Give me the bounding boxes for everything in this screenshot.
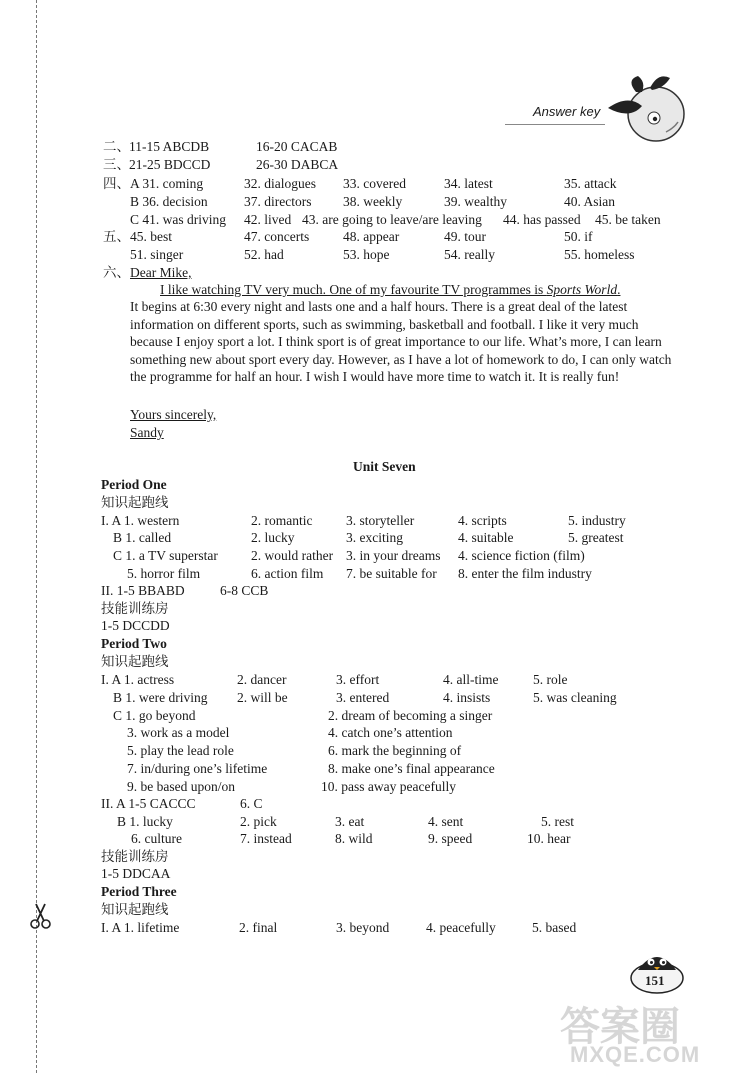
answer-item: 6-8 CCB: [220, 583, 269, 598]
answer-item: 53. hope: [343, 247, 390, 262]
answer-item: 33. covered: [343, 176, 406, 191]
answer-item: 4. insists: [443, 690, 491, 705]
answer-item: 6. C: [240, 796, 263, 811]
answer-item: B 1. called: [113, 530, 172, 545]
answer-item: 7. be suitable for: [346, 566, 437, 581]
programme-name: Sports World: [546, 282, 618, 297]
answer-item: 1-5 DCCDD: [101, 618, 170, 633]
letter-greeting: Dear Mike,: [130, 265, 192, 280]
answer-item: 4. peacefully: [426, 920, 496, 935]
answer-item: 5. play the lead role: [127, 743, 234, 758]
answer-item: 3. exciting: [346, 530, 403, 545]
subsection-heading: 知识起跑线: [101, 902, 169, 917]
answer-item: 3. entered: [336, 690, 390, 705]
answer-item: 54. really: [444, 247, 495, 262]
letter-closing: Yours sincerely,: [130, 407, 217, 422]
subsection-heading: 技能训练房: [101, 601, 169, 616]
answer-item: 2. pick: [240, 814, 277, 829]
answer-item: 35. attack: [564, 176, 617, 191]
answer-item: II. A 1-5 CACCC: [101, 796, 196, 811]
answer-item: A 31. coming: [130, 176, 204, 191]
answer-item: 51. singer: [130, 247, 184, 262]
answer-item: B 1. lucky: [117, 814, 173, 829]
answer-item: 44. has passed: [503, 212, 581, 227]
answer-item: 3. effort: [336, 672, 380, 687]
answer-item: 43. are going to leave/are leaving: [302, 212, 482, 227]
answer-item: 49. tour: [444, 229, 486, 244]
section-2-answers-b: 16-20 CACAB: [256, 139, 338, 154]
unit-title: Unit Seven: [353, 459, 416, 474]
answer-item: 5. was cleaning: [533, 690, 617, 705]
answer-item: 8. wild: [335, 831, 373, 846]
period-one-title: Period One: [101, 477, 167, 492]
answer-item: 8. enter the film industry: [458, 566, 592, 581]
answer-item: 6. mark the beginning of: [328, 743, 462, 758]
section-2-number: 二、: [103, 139, 130, 154]
subsection-heading: 知识起跑线: [101, 495, 169, 510]
answer-item: 37. directors: [244, 194, 312, 209]
answer-item: II. 1-5 BBABD: [101, 583, 185, 598]
period-two-title: Period Two: [101, 636, 167, 651]
section-2-answers-a: 11-15 ABCDB: [129, 139, 210, 154]
answer-item: 38. weekly: [343, 194, 403, 209]
answer-item: 2. romantic: [251, 513, 313, 528]
answer-item: 5. role: [533, 672, 568, 687]
answer-item: 52. had: [244, 247, 284, 262]
answer-item: 2. will be: [237, 690, 288, 705]
answer-item: 1-5 DDCAA: [101, 866, 171, 881]
section-4-number: 四、: [103, 176, 130, 191]
answer-item: 5. greatest: [568, 530, 624, 545]
page-number: 151: [645, 973, 665, 988]
answer-item: 4. science fiction (film): [458, 548, 585, 563]
answer-item: 5. based: [532, 920, 577, 935]
letter-signature: Sandy: [130, 425, 164, 440]
answer-item: 2. dream of becoming a singer: [328, 708, 493, 723]
answer-item: 10. pass away peacefully: [321, 779, 456, 794]
answer-item: 4. all-time: [443, 672, 499, 687]
answer-item: 55. homeless: [564, 247, 635, 262]
answer-item: 5. rest: [541, 814, 574, 829]
answer-item: 32. dialogues: [244, 176, 316, 191]
section-3-answers-a: 21-25 BDCCD: [129, 157, 211, 172]
watermark-logo: 答案圈: [560, 1005, 680, 1049]
answer-item: 7. instead: [240, 831, 292, 846]
answer-item: 2. final: [239, 920, 278, 935]
section-6-number: 六、: [103, 265, 130, 280]
answer-item: C 41. was driving: [130, 212, 226, 227]
answer-item: I. A 1. western: [101, 513, 180, 528]
header-title: Answer key: [533, 104, 601, 119]
section-5-number: 五、: [103, 229, 130, 244]
answer-item: 45. best: [130, 229, 172, 244]
section-3-number: 三、: [103, 157, 130, 172]
header-rule: [505, 124, 605, 125]
answer-item: 4. sent: [428, 814, 464, 829]
answer-item: B 1. were driving: [113, 690, 208, 705]
answer-item: 4. suitable: [458, 530, 514, 545]
answer-item: 4. catch one’s attention: [328, 725, 453, 740]
answer-item: 8. make one’s final appearance: [328, 761, 495, 776]
answer-item: 47. concerts: [244, 229, 310, 244]
answer-item: 2. lucky: [251, 530, 295, 545]
answer-item: 5. horror film: [127, 566, 201, 581]
answer-item: 3. work as a model: [127, 725, 230, 740]
answer-item: 6. action film: [251, 566, 324, 581]
answer-item: 4. scripts: [458, 513, 507, 528]
answer-item: 50. if: [564, 229, 593, 244]
answer-item: I. A 1. lifetime: [101, 920, 180, 935]
letter-body: It begins at 6:30 every night and lasts one and a half hours. There is a great deal of the latest information on different sports, such as swimming, basketball and football. I like it very much because I enjoy sport a lot. I think sport is of great importance to our life. What’s more, I can learn something new about sport every day. However, as I have a lot of homework to do, I can only watch the programme for half an hour. I wish I would have more time to watch it. It is really fun!: [130, 299, 672, 385]
subsection-heading: 知识起跑线: [101, 654, 169, 669]
scissors-icon: [29, 902, 53, 930]
period-three-title: Period Three: [101, 884, 177, 899]
answer-item: 39. wealthy: [444, 194, 507, 209]
answer-item: B 36. decision: [130, 194, 208, 209]
fruit-mascot-icon: [606, 70, 686, 145]
answer-item: 3. in your dreams: [346, 548, 441, 563]
answer-item: 7. in/during one’s lifetime: [127, 761, 268, 776]
answer-item: C 1. a TV superstar: [113, 548, 218, 563]
answer-item: 9. speed: [428, 831, 473, 846]
answer-item: 40. Asian: [564, 194, 616, 209]
answer-item: 6. culture: [131, 831, 182, 846]
subsection-heading: 技能训练房: [101, 849, 169, 864]
answer-item: I. A 1. actress: [101, 672, 175, 687]
answer-item: 34. latest: [444, 176, 493, 191]
answer-item: 3. beyond: [336, 920, 390, 935]
watermark-url: MXQE.COM: [570, 1042, 701, 1067]
answer-item: 45. be taken: [595, 212, 661, 227]
answer-item: 48. appear: [343, 229, 400, 244]
answer-item: 9. be based upon/on: [127, 779, 235, 794]
answer-item: C 1. go beyond: [113, 708, 196, 723]
letter-first-line: I like watching TV very much. One of my favourite TV programmes is Sports World.: [160, 282, 621, 297]
answer-item: 3. storyteller: [346, 513, 415, 528]
answer-item: 2. dancer: [237, 672, 287, 687]
answer-item: 10. hear: [527, 831, 571, 846]
answer-item: 42. lived: [244, 212, 292, 227]
answer-item: 2. would rather: [251, 548, 334, 563]
answer-item: 5. industry: [568, 513, 626, 528]
answer-item: 3. eat: [335, 814, 365, 829]
section-3-answers-b: 26-30 DABCA: [256, 157, 339, 172]
